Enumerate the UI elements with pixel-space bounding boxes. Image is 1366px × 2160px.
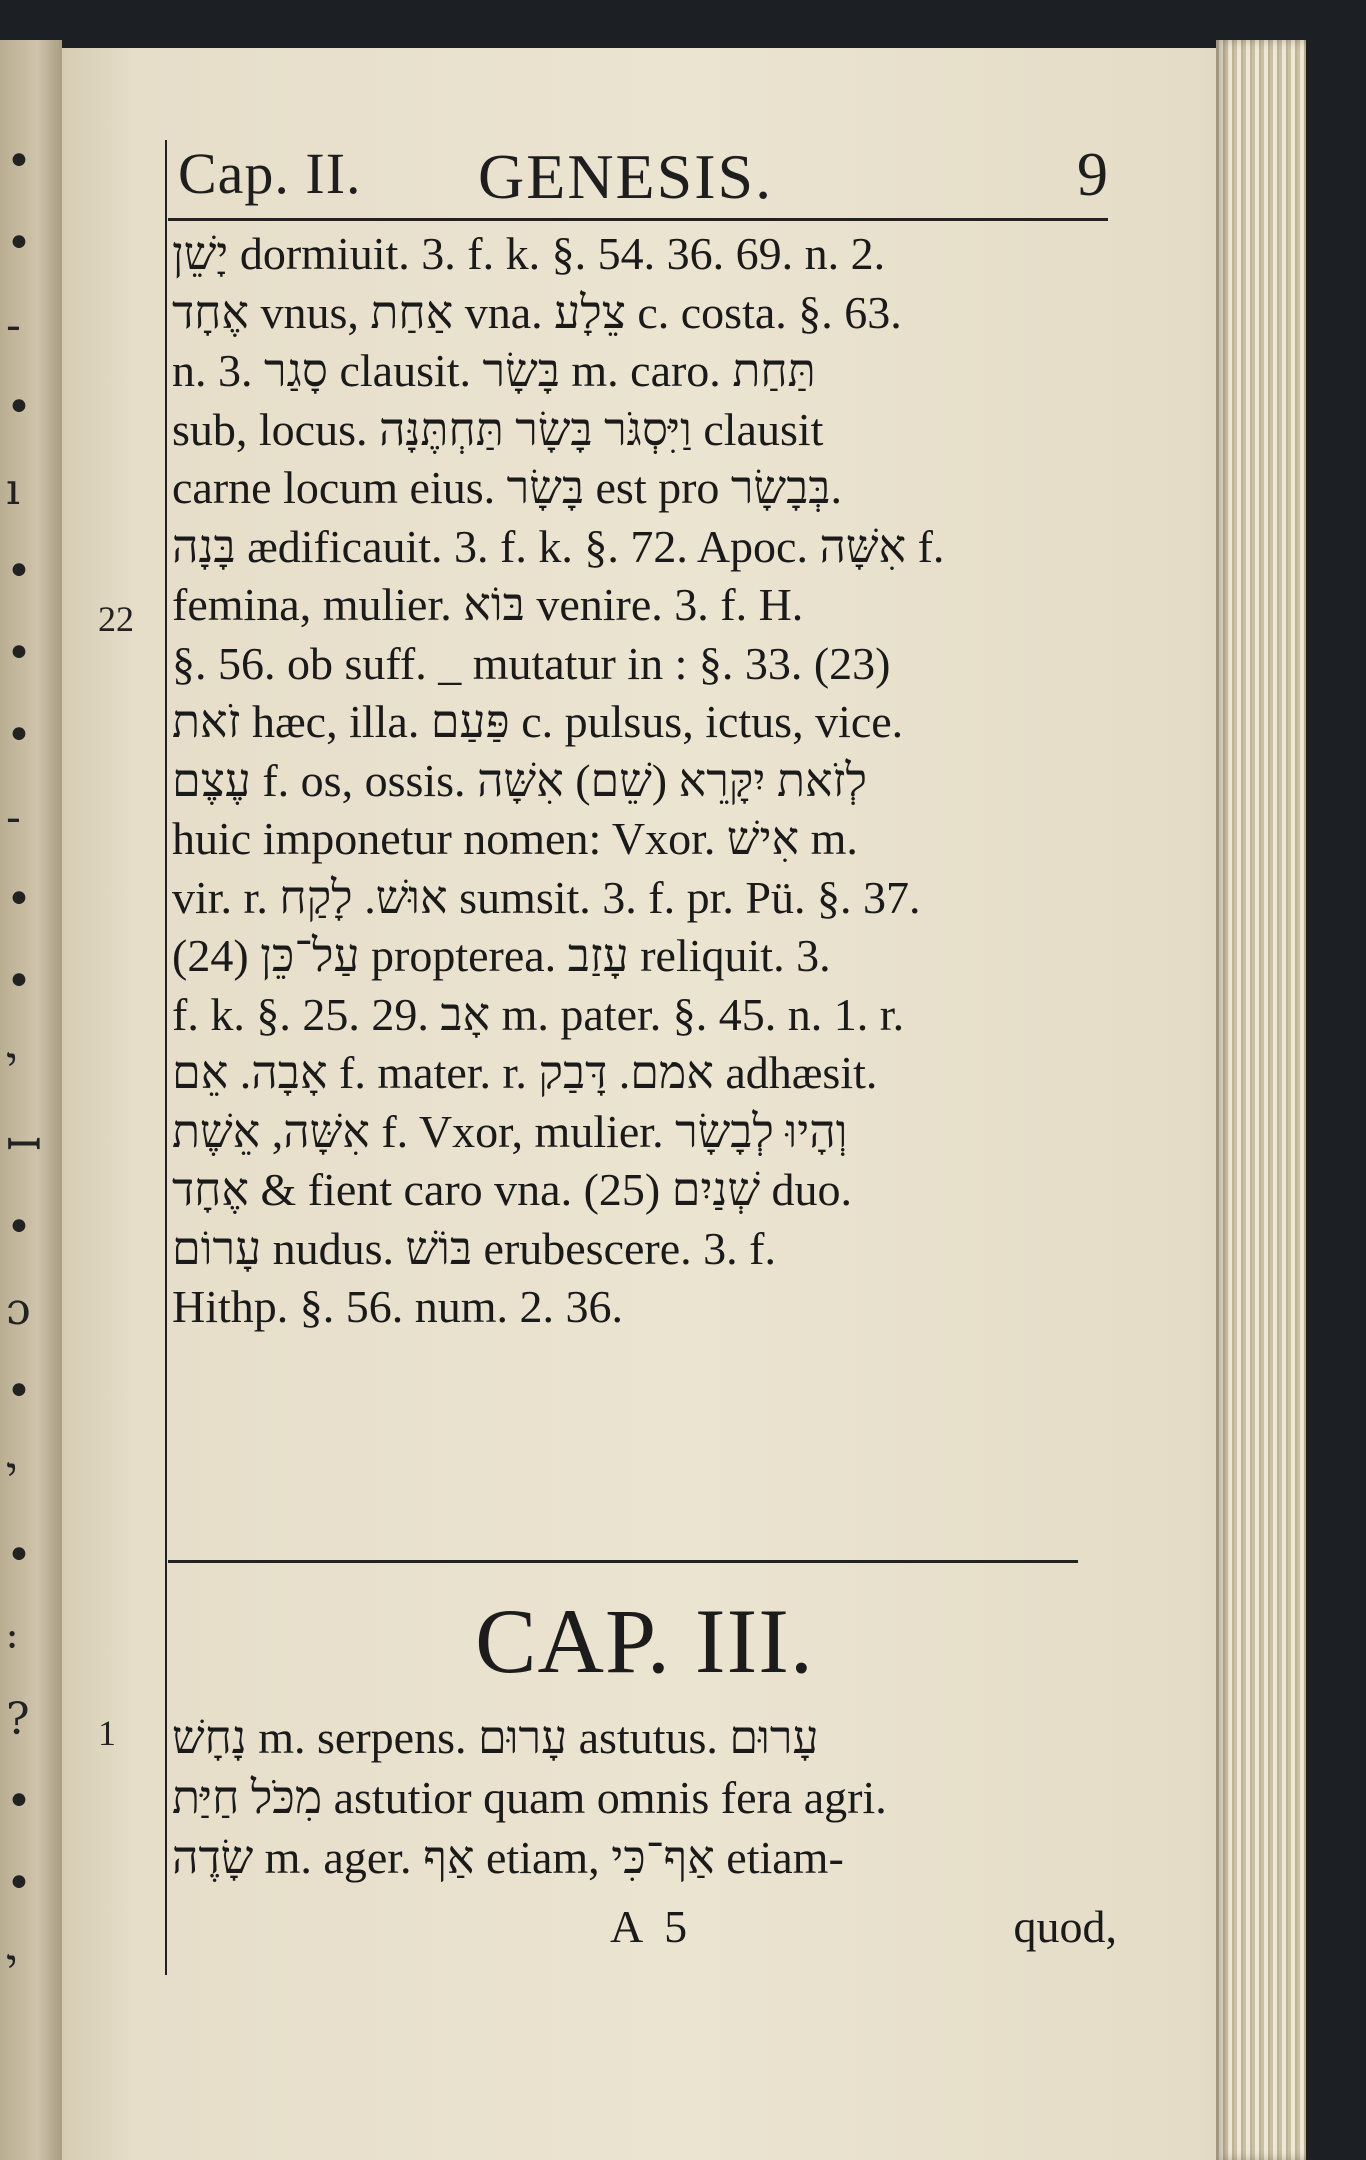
facing-page-fragment: • <box>6 956 32 1007</box>
text-line: vir. r. אוּשׁ. לָקַח sumsit. 3. f. pr. Pü. §. 37. <box>172 871 921 923</box>
text-line: sub, locus. וַיִּסְגֹּר בָּשָׂר תַּחְתֶּנָּה clausit <box>172 403 824 455</box>
text-line: יָשֵׁן dormiuit. 3. f. k. §. 54. 36. 69. n. 2. <box>172 228 886 279</box>
chapter-3-commentary <box>172 1708 1117 1888</box>
text-line: עָרוֹם nudus. בּוֹשׁ erubescere. 3. f. <box>172 1222 776 1274</box>
facing-page-fragment: • <box>6 1858 32 1909</box>
page-number: 9 <box>1077 141 1108 209</box>
facing-page-fragment: י <box>6 1448 18 1499</box>
facing-page-fragment: • <box>6 1776 32 1827</box>
running-head-chapter: Cap. II. <box>178 141 362 206</box>
facing-page-edge <box>0 40 62 2160</box>
text-line: נָחָשׁ m. serpens. עָרוּם astutus. עָרוּם <box>172 1712 819 1763</box>
facing-page-fragment: • <box>6 1202 32 1253</box>
facing-page-fragment: ꟷ <box>6 1120 42 1171</box>
text-line: בָּנָה ædificauit. 3. f. k. §. 72. Apoc. אִשָּׁה f. <box>172 520 945 572</box>
text-line: (24) עַל־כֵּן propterea. עָזַב reliquit. 3. <box>172 930 831 981</box>
text-line: huic imponetur nomen: Vxor. אִישׁ m. <box>172 813 858 864</box>
facing-page-fragment: ꞉ <box>6 1612 19 1663</box>
text-line: carne locum eius. בָּשָׂר est pro בְּבָשָׂר. <box>172 462 842 513</box>
chapter-title: CAP. III. <box>475 1590 814 1692</box>
facing-page-fragment: - <box>6 300 21 351</box>
verse-number-22: 22 <box>98 599 134 639</box>
text-line: n. 3. סָגַר clausit. בָּשָׂר m. caro. תַּחַת <box>172 345 816 396</box>
chapter-2-commentary <box>172 225 1117 1337</box>
text-line: Hithp. §. 56. num. 2. 36. <box>172 1281 624 1332</box>
text-line: מִכֹּל חַיַּת astutior quam omnis fera agri. <box>172 1772 887 1823</box>
facing-page-fragment: י <box>6 1038 18 1089</box>
facing-page-fragment: • <box>6 628 32 679</box>
facing-page-fragment: ı <box>6 464 21 515</box>
margin-rule <box>165 140 167 1975</box>
facing-page-fragment: • <box>6 710 32 761</box>
catchword: quod, <box>1013 1901 1117 1952</box>
facing-page-fragment: ɔ <box>6 1284 31 1335</box>
text-line: אֶחָד vnus, אַחַת vna. צֵלָע c. costa. §. 63. <box>172 286 902 338</box>
facing-page-fragment: • <box>6 1366 32 1417</box>
facing-page-fragment: • <box>6 136 32 187</box>
running-head <box>178 140 1108 220</box>
text-line: §. 56. ob suff. _ mutatur in : §. 33. (23) <box>172 637 891 689</box>
header-rule <box>168 218 1108 221</box>
signature-mark: A 5 <box>610 1901 694 1952</box>
page-block-edge <box>1216 40 1306 2160</box>
facing-page-fragment: - <box>6 792 21 843</box>
facing-page-fragment: • <box>6 218 32 269</box>
facing-page-fragment: • <box>6 382 32 433</box>
text-line: אָבָה. אֵם f. mater. r. אמם. דָּבַק adhæsit. <box>172 1047 878 1098</box>
facing-page-fragment: • <box>6 874 32 925</box>
facing-page-fragment: י <box>6 1940 18 1991</box>
text-line: שָׂדֶה m. ager. אַף etiam, אַף־כִּי etiam- <box>172 1832 844 1883</box>
page-footer <box>172 1900 1117 1960</box>
facing-page-fragment: • <box>6 546 32 597</box>
text-line: femina, mulier. בּוֹא venire. 3. f. H. <box>172 579 804 630</box>
facing-page-fragment: • <box>6 1530 32 1581</box>
text-line: זֹאת hæc, illa. פַּעַם c. pulsus, ictus, vice. <box>172 696 904 747</box>
section-rule <box>168 1560 1078 1563</box>
text-line: אִשָּׁה, אֵשֶׁת f. Vxor, mulier. וְהָיוּ לְבָשָׂר <box>172 1105 848 1157</box>
text-line: f. k. §. 25. 29. אָב m. pater. §. 45. n. 1. r. <box>172 988 905 1040</box>
text-line: אֶחָד & fient caro vna. (25) שְׁנַיִם duo. <box>172 1164 853 1215</box>
verse-number-1: 1 <box>98 1713 116 1753</box>
text-line: עֶצֶם f. os, ossis. לְזֹאת יִקָּרֵא (שֵׁם) אִשָּׁה <box>172 754 867 806</box>
facing-page-fragment: ? <box>6 1694 30 1745</box>
running-head-book: GENESIS. <box>478 141 774 212</box>
